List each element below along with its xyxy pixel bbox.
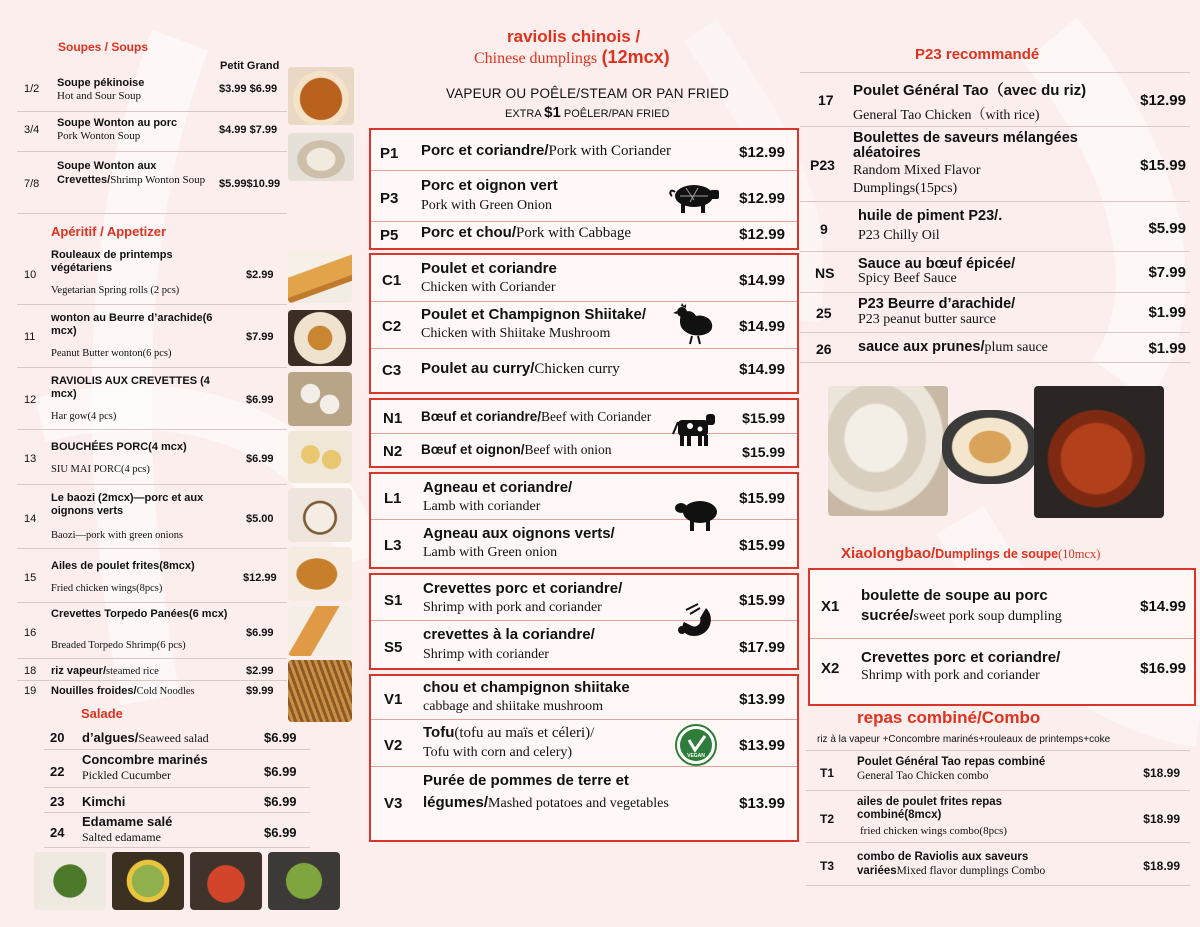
item-name: Nouilles froides/Cold Noodles xyxy=(51,685,195,697)
item-name-fr: huile de piment P23/. xyxy=(858,208,1003,224)
divider xyxy=(800,126,1190,127)
siu-mai-photo xyxy=(288,431,352,483)
item-price: $15.99 xyxy=(1140,157,1186,174)
divider xyxy=(800,332,1190,333)
edamame-photo xyxy=(268,852,340,910)
divider xyxy=(17,680,287,681)
item-code: T1 xyxy=(820,766,835,780)
chicken-icon xyxy=(672,300,718,346)
item-name: combo de Raviolis aux saveurs variéesMixed flavor dumplings Combo xyxy=(857,851,1046,877)
item-name-fr: Poulet et coriandre xyxy=(421,260,557,277)
item-name: Porc et coriandre/Pork with Coriander xyxy=(421,142,672,159)
extra-pan-fried: EXTRA $1 POÊLER/PAN FRIED xyxy=(505,104,670,121)
item-name-fr: Boulettes de saveurs mélangées aléatoires xyxy=(853,130,1078,161)
item-name-en: Salted edamame xyxy=(82,830,161,844)
item-name-en: Lamb with coriander xyxy=(423,499,541,514)
item-name-en: Breaded Torpedo Shrimp(6 pcs) xyxy=(51,640,186,651)
item-price: $3.99 $6.99 xyxy=(219,83,278,95)
item-price: $14.99 xyxy=(739,361,785,378)
item-price: $5.99$10.99 xyxy=(219,178,281,190)
salad-heading: Salade xyxy=(81,706,123,721)
item-name-en: Har gow(4 pcs) xyxy=(51,411,117,422)
divider xyxy=(44,847,310,848)
item-name-en: General Tao Chicken combo xyxy=(857,770,989,782)
item-name-en: Chicken with Shiitake Mushroom xyxy=(421,326,611,341)
item-name-en: Tofu with corn and celery) xyxy=(423,745,573,760)
divider xyxy=(806,790,1190,791)
divider xyxy=(17,548,287,549)
item-name-fr: wonton au Beurre d’arachide(6 mcx) xyxy=(51,312,213,337)
item-code: C1 xyxy=(382,272,402,289)
divider xyxy=(17,602,287,603)
item-price: $1.99 xyxy=(1148,340,1186,357)
divider xyxy=(371,620,797,621)
item-name-en: cabbage and shiitake mushroom xyxy=(423,699,604,714)
item-name-fr: Poulet et Champignon Shiitake/ xyxy=(421,306,647,323)
item-name: Bœuf et oignon/Beef with onion xyxy=(421,442,612,457)
item-price: $14.99 xyxy=(739,272,785,289)
item-name: Bœuf et coriandre/Beef with Coriander xyxy=(421,409,652,424)
item-name-en: Chicken with Coriander xyxy=(421,280,556,295)
item-code: S5 xyxy=(384,639,403,656)
item-price: $15.99 xyxy=(742,444,785,460)
pan-fried-dumplings-photo xyxy=(942,410,1038,484)
item-name-en: Pickled Cucumber xyxy=(82,768,171,782)
item-price: $7.99 xyxy=(246,331,274,343)
item-price: $6.99 xyxy=(264,730,297,745)
vegan-label: VEGAN xyxy=(687,753,705,759)
item-code: P1 xyxy=(380,145,399,162)
item-code: X1 xyxy=(821,598,840,615)
item-name-fr: chou et champignon shiitake xyxy=(423,679,630,696)
item-number: 3/4 xyxy=(24,124,40,136)
item-name-fr: ailes de poulet frites repas combiné(8mcx) xyxy=(857,796,1003,821)
divider xyxy=(800,72,1190,73)
item-name-fr: Ailes de poulet frites(8mcx) xyxy=(51,560,195,572)
item-name-fr: Porc et oignon vert xyxy=(421,177,558,194)
item-price: $13.99 xyxy=(739,737,785,754)
item-name-fr: Soupe pékinoise xyxy=(57,77,145,89)
item-name-fr: Agneau et coriandre/ xyxy=(423,479,573,496)
item-number: 14 xyxy=(24,513,37,525)
chicken-wings-photo xyxy=(288,547,352,601)
item-price: $1.99 xyxy=(1148,304,1186,321)
item-name-fr: Rouleaux de printemps végétariens xyxy=(51,249,173,274)
item-price: $14.99 xyxy=(739,318,785,335)
item-name-fr: Crevettes porc et coriandre/ xyxy=(861,649,1061,666)
item-code: 9 xyxy=(820,221,828,237)
item-name-fr: Soupe Wonton aux Crevettes/Shrimp Wonton Soup xyxy=(57,160,206,186)
item-name-en: Shrimp with coriander xyxy=(423,647,549,662)
divider xyxy=(17,484,287,485)
item-name-fr: Poulet Général Tao repas combiné xyxy=(857,756,1046,768)
item-name-fr: Agneau aux oignons verts/ xyxy=(423,525,615,542)
item-number: 16 xyxy=(24,627,37,639)
item-name-en: Spicy Beef Sauce xyxy=(858,271,957,286)
item-name-en: Shrimp with pork and coriander xyxy=(861,668,1040,683)
divider xyxy=(810,638,1194,639)
item-number: 24 xyxy=(50,825,65,840)
item-code: N2 xyxy=(383,443,403,460)
item-code: P3 xyxy=(380,190,399,207)
wonton-soup-photo xyxy=(288,133,354,181)
item-name-en: Random Mixed Flavor Dumplings(15pcs) xyxy=(853,163,981,196)
item-name-en: Hot and Sour Soup xyxy=(57,90,142,102)
item-price: $13.99 xyxy=(739,795,785,812)
item-price: $6.99 xyxy=(246,453,274,465)
item-code: L3 xyxy=(384,537,402,554)
item-number: 19 xyxy=(24,685,37,697)
item-price: $17.99 xyxy=(739,639,785,656)
divider xyxy=(17,367,287,368)
item-name-fr: BOUCHÉES PORC(4 mcx) xyxy=(51,441,187,453)
item-name-fr: Sauce au bœuf épicée/ xyxy=(858,256,1016,272)
item-name-fr: Kimchi xyxy=(82,794,126,809)
item-price: $14.99 xyxy=(1140,598,1186,615)
item-code: C3 xyxy=(382,362,402,379)
item-code: T2 xyxy=(820,812,835,826)
item-code: X2 xyxy=(821,660,840,677)
divider xyxy=(806,885,1190,886)
item-name-en: SIU MAI PORC(4 pcs) xyxy=(51,464,150,475)
item-price: $12.99 xyxy=(739,144,785,161)
item-code: N1 xyxy=(383,410,403,427)
divider xyxy=(806,750,1190,751)
item-code: 25 xyxy=(816,305,832,321)
cucumber-photo xyxy=(112,852,184,910)
item-name-fr: Edamame salé xyxy=(82,814,173,829)
item-name-en: Shrimp with pork and coriander xyxy=(423,600,602,615)
item-number: 20 xyxy=(50,730,65,745)
item-name-en: P23 Chilly Oil xyxy=(858,228,940,243)
dumplings-subtitle: Chinese dumplings (12mcx) xyxy=(474,47,670,67)
divider xyxy=(17,658,287,659)
item-name-en: Lamb with Green onion xyxy=(423,545,558,560)
har-gow-photo xyxy=(288,372,352,426)
divider xyxy=(17,213,287,214)
item-name-en: fried chicken wings combo(8pcs) xyxy=(860,825,1007,837)
combo-description: riz à la vapeur +Concombre marinés+rouleaux de printemps+coke xyxy=(817,734,1111,745)
item-code: V1 xyxy=(384,691,403,708)
pig-icon xyxy=(668,180,720,214)
item-name: riz vapeur/steamed rice xyxy=(51,665,159,677)
item-name-fr: Concombre marinés xyxy=(82,752,208,767)
item-price: $12.99 xyxy=(1140,92,1186,109)
dumplings-chopsticks-photo xyxy=(828,386,948,516)
p23-heading: P23 recommandé xyxy=(915,46,1040,63)
item-code: V2 xyxy=(384,737,403,754)
cold-noodles-photo xyxy=(288,660,352,722)
item-name-fr: Soupe Wonton au porc xyxy=(57,117,178,129)
divider xyxy=(371,170,797,171)
item-name-fr: Crevettes porc et coriandre/ xyxy=(423,580,623,597)
divider xyxy=(371,719,797,720)
item-code: 17 xyxy=(818,92,834,108)
item-code: NS xyxy=(815,265,835,281)
item-name-fr: Tofu(tofu au maïs et céleri)/ xyxy=(423,724,595,741)
item-price: $12.99 xyxy=(739,190,785,207)
divider xyxy=(371,519,797,520)
item-name-en: Pork with Green Onion xyxy=(421,198,553,213)
item-name-en: Peanut Butter wonton(6 pcs) xyxy=(51,348,172,359)
xlb-heading: Xiaolongbao/Dumplings de soupe(10mcx) xyxy=(841,545,1101,562)
divider xyxy=(371,348,797,349)
item-name-en: Pork Wonton Soup xyxy=(57,130,141,142)
item-number: 13 xyxy=(24,453,37,465)
item-number: 12 xyxy=(24,394,37,406)
dumplings-title: raviolis chinois / xyxy=(507,27,641,46)
divider xyxy=(800,362,1190,363)
item-price: $18.99 xyxy=(1143,859,1180,873)
item-price: $6.99 xyxy=(264,825,297,840)
divider xyxy=(371,221,797,222)
item-price: $6.99 xyxy=(246,394,274,406)
item-code: P5 xyxy=(380,227,399,244)
seaweed-salad-photo xyxy=(34,852,106,910)
item-price: $6.99 xyxy=(264,764,297,779)
item-number: 15 xyxy=(24,572,37,584)
cooking-options: VAPEUR OU POÊLE/STEAM OR PAN FRIED xyxy=(446,86,730,101)
item-code: 26 xyxy=(816,341,832,357)
size-header: Petit Grand xyxy=(220,60,280,72)
item-code: T3 xyxy=(820,859,835,873)
item-number: 1/2 xyxy=(24,83,40,95)
soups-heading: Soupes / Soups xyxy=(58,40,149,54)
combo-heading: repas combiné/Combo xyxy=(857,708,1041,727)
item-name-en: P23 peanut butter saurce xyxy=(858,312,997,327)
item-code: C2 xyxy=(382,318,402,335)
shrimp-icon xyxy=(676,600,716,640)
item-number: 22 xyxy=(50,764,65,779)
divider xyxy=(800,292,1190,293)
item-price: $15.99 xyxy=(742,410,785,426)
item-name-fr: Crevettes Torpedo Panées(6 mcx) xyxy=(51,608,228,620)
item-name-fr: crevettes à la coriandre/ xyxy=(423,626,595,643)
item-price: $12.99 xyxy=(243,572,277,584)
divider xyxy=(800,251,1190,252)
item-price: $13.99 xyxy=(739,691,785,708)
item-name: boulette de soupe au porc sucrée/sweet pork soup dumpling xyxy=(861,587,1062,624)
item-price: $15.99 xyxy=(739,490,785,507)
item-code: P23 xyxy=(810,157,835,173)
item-price: $15.99 xyxy=(739,537,785,554)
item-name: Porc et chou/Pork with Cabbage xyxy=(421,224,632,241)
item-code: V3 xyxy=(384,795,403,812)
item-price: $18.99 xyxy=(1143,812,1180,826)
item-name: d’algues/Seaweed salad xyxy=(82,730,209,745)
divider xyxy=(806,842,1190,843)
item-price: $6.99 xyxy=(264,794,297,809)
sheep-icon xyxy=(672,496,720,532)
divider xyxy=(17,429,287,430)
divider xyxy=(17,304,287,305)
divider xyxy=(371,433,797,434)
item-name-fr: Poulet Général Tao（avec du riz) xyxy=(853,82,1087,99)
item-name: Purée de pommes de terre et légumes/Mashed potatoes and vegetables xyxy=(423,772,669,811)
item-number: 18 xyxy=(24,665,37,677)
hot-sour-soup-photo xyxy=(288,67,354,125)
item-name: sauce aux prunes/plum sauce xyxy=(858,339,1048,355)
item-name-en: Fried chicken wings(8pcs) xyxy=(51,583,163,594)
item-price: $5.99 xyxy=(1148,220,1186,237)
item-code: S1 xyxy=(384,592,403,609)
divider xyxy=(371,301,797,302)
appetizer-heading: Apéritif / Appetizer xyxy=(51,224,167,239)
vegan-icon xyxy=(675,724,717,766)
item-name: Poulet au curry/Chicken curry xyxy=(421,360,620,377)
torpedo-shrimp-photo xyxy=(288,606,352,656)
item-price: $5.00 xyxy=(246,513,274,525)
item-price: $9.99 xyxy=(246,685,274,697)
item-number: 23 xyxy=(50,794,65,809)
item-price: $2.99 xyxy=(246,665,274,677)
divider xyxy=(800,201,1190,202)
item-name-fr: Le baozi (2mcx)—porc et aux oignons verts xyxy=(51,492,204,517)
divider xyxy=(17,111,287,112)
item-price: $15.99 xyxy=(739,592,785,609)
general-tao-photo xyxy=(1034,386,1164,518)
item-price: $7.99 xyxy=(1148,264,1186,281)
item-price: $18.99 xyxy=(1143,766,1180,780)
divider xyxy=(17,151,287,152)
item-number: 7/8 xyxy=(24,178,40,190)
divider xyxy=(371,766,797,767)
divider xyxy=(44,749,310,750)
peanut-wonton-photo xyxy=(288,310,352,366)
item-price: $12.99 xyxy=(739,226,785,243)
divider xyxy=(44,787,310,788)
item-price: $2.99 xyxy=(246,269,274,281)
divider xyxy=(44,812,310,813)
cow-icon xyxy=(670,408,718,448)
baozi-photo xyxy=(288,488,352,542)
item-price: $6.99 xyxy=(246,627,274,639)
item-price: $16.99 xyxy=(1140,660,1186,677)
item-price: $4.99 $7.99 xyxy=(219,124,278,136)
item-name-fr: P23 Beurre d’arachide/ xyxy=(858,296,1016,312)
item-name-en: General Tao Chicken（with rice) xyxy=(853,108,1040,123)
item-number: 11 xyxy=(24,331,36,343)
item-number: 10 xyxy=(24,269,37,281)
item-name-en: Vegetarian Spring rolls (2 pcs) xyxy=(51,285,180,296)
kimchi-photo xyxy=(190,852,262,910)
spring-rolls-photo xyxy=(288,251,352,303)
item-name-fr: RAVIOLIS AUX CREVETTES (4 mcx) xyxy=(51,375,210,400)
item-code: L1 xyxy=(384,490,402,507)
item-name-en: Baozi—pork with green onions xyxy=(51,530,184,541)
